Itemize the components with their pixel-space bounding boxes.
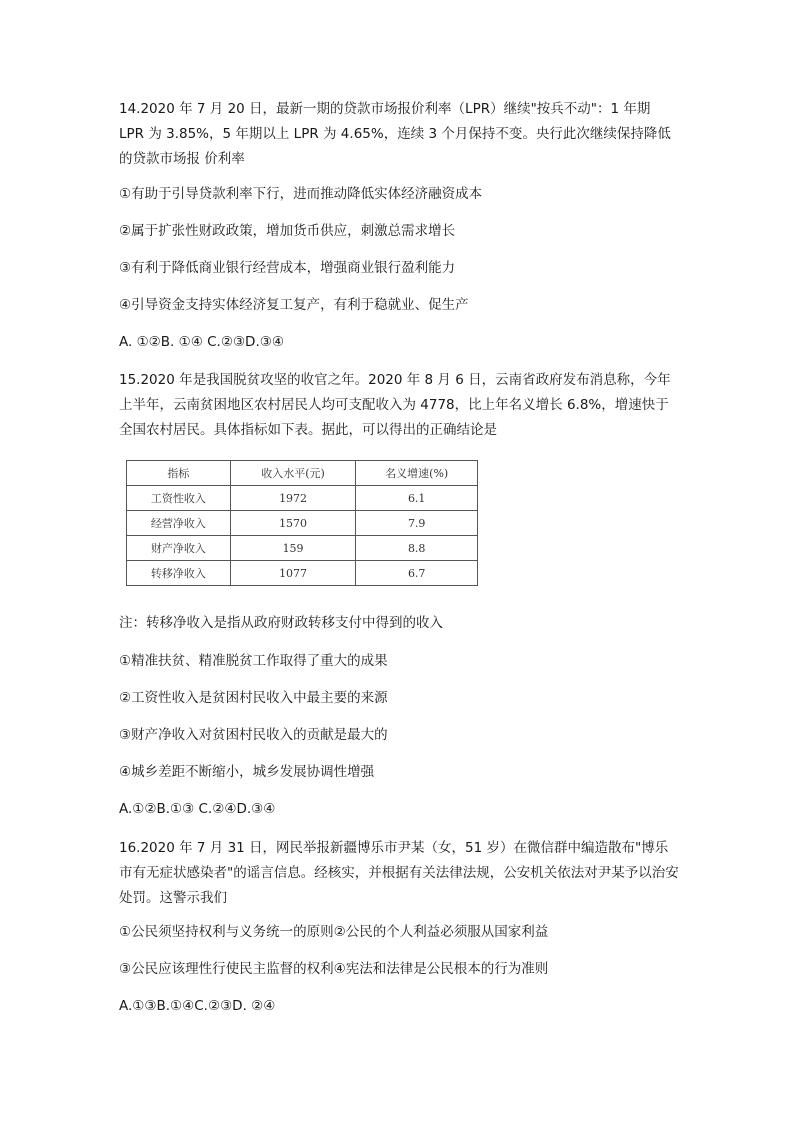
q15-option-1: ①精准扶贫、精准脱贫工作取得了重大的成果 bbox=[119, 653, 388, 669]
q14-option-2: ②属于扩张性财政政策，增加货币供应，刺激总需求增长 bbox=[119, 223, 456, 239]
table-header: 收入水平(元) bbox=[230, 461, 356, 486]
q15-note: 注：转移净收入是指从政府财政转移支付中得到的收入 bbox=[119, 615, 443, 631]
q15-option-4: ④城乡差距不断缩小，城乡发展协调性增强 bbox=[119, 764, 375, 780]
table-cell: 经营净收入 bbox=[127, 511, 231, 536]
q16-options-line-2: ③公民应该理性行使民主监督的权利④宪法和法律是公民根本的行为准则 bbox=[119, 961, 549, 977]
table-cell: 159 bbox=[230, 536, 356, 561]
table-cell: 1077 bbox=[230, 561, 356, 586]
table-cell: 财产净收入 bbox=[127, 536, 231, 561]
q15-stem: 15.2020 年是我国脱贫攻坚的收官之年。2020 年 8 月 6 日，云南省政府发布消息称，今年上半年，云南贫困地区农村居民人均可支配收入为 4778，比上年名义增长 6.8%，增速快于全国农村居民。具体指标如下表。据此，可以得出的正确结论是 bbox=[119, 372, 671, 438]
q14-option-3: ③有利于降低商业银行经营成本，增强商业银行盈利能力 bbox=[119, 260, 456, 276]
q14-option-4: ④引导资金支持实体经济复工复产，有利于稳就业、促生产 bbox=[119, 297, 469, 313]
q16-options-line-1: ①公民须坚持权利与义务统一的原则②公民的个人利益必须服从国家利益 bbox=[119, 924, 549, 940]
table-row bbox=[127, 536, 478, 561]
table-cell: 6.1 bbox=[356, 486, 478, 511]
table-row bbox=[127, 511, 478, 536]
q16-stem: 16.2020 年 7 月 31 日，网民举报新疆博乐市尹某（女，51 岁）在微信群中编造散布"博乐市有无症状感染者"的谣言信息。经核实，并根据有关法律法规，公安机关依法对尹某予以治安处罚。这警示我们 bbox=[119, 840, 679, 906]
table-cell: 6.7 bbox=[356, 561, 478, 586]
income-table bbox=[126, 460, 478, 586]
table-cell: 工资性收入 bbox=[127, 486, 231, 511]
q15-option-2: ②工资性收入是贫困村民收入中最主要的来源 bbox=[119, 690, 388, 706]
q15-answer-choices: A.①②B.①③ C.②④D.③④ bbox=[119, 801, 276, 817]
q14-option-1: ①有助于引导贷款利率下行，进而推动降低实体经济融资成本 bbox=[119, 186, 483, 202]
table-cell: 转移净收入 bbox=[127, 561, 231, 586]
q14-stem: 14.2020 年 7 月 20 日，最新一期的贷款市场报价利率（LPR）继续"按兵不动"：1 年期 LPR 为 3.85%，5 年期以上 LPR 为 4.65%，连续 3 个月保持不变。央行此次继续保持降低的贷款市场报 价利率 bbox=[119, 101, 671, 167]
q16-answer-choices: A.①③B.①④C.②③D. ②④ bbox=[119, 998, 276, 1014]
table-cell: 7.9 bbox=[356, 511, 478, 536]
table-cell: 8.8 bbox=[356, 536, 478, 561]
table-cell: 1972 bbox=[230, 486, 356, 511]
table-row bbox=[127, 561, 478, 586]
table-cell: 1570 bbox=[230, 511, 356, 536]
q14-answer-choices: A. ①②B. ①④ C.②③D.③④ bbox=[119, 334, 284, 350]
q15-option-3: ③财产净收入对贫困村民收入的贡献是最大的 bbox=[119, 727, 388, 743]
table-header: 指标 bbox=[127, 461, 231, 486]
table-row bbox=[127, 486, 478, 511]
table-header: 名义增速(%) bbox=[356, 461, 478, 486]
table-header-row bbox=[127, 461, 478, 486]
